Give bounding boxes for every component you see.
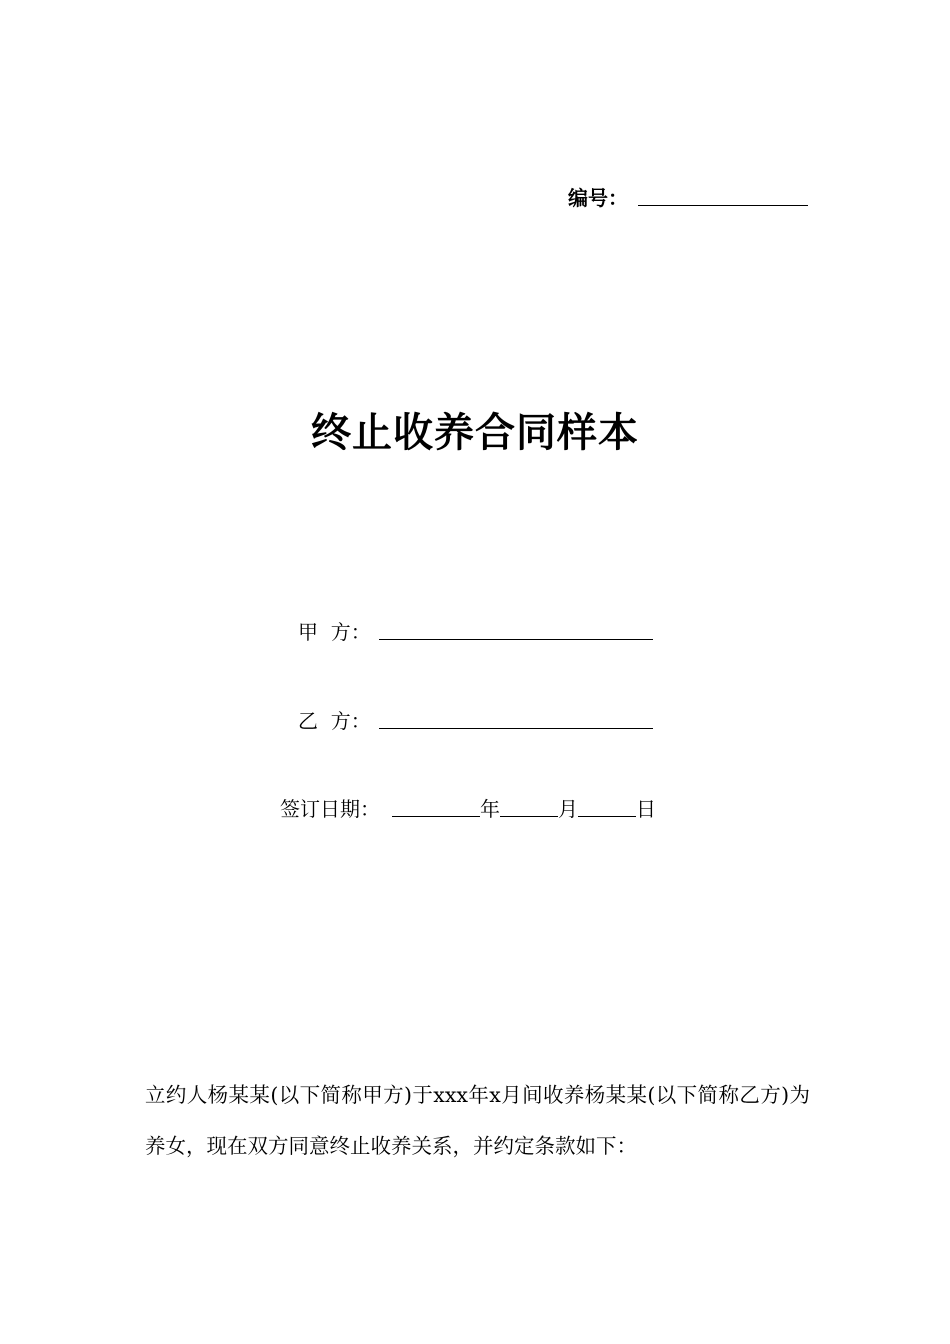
signing-date-label: 签订日期： xyxy=(280,797,380,821)
signing-day-label: 日 xyxy=(636,797,656,821)
signing-day-blank xyxy=(578,816,636,817)
body-paragraph: 立约人杨某某(以下简称甲方)于xxx年x月间收养杨某某(以下简称乙方)为养女，现在双方同意终止收养关系，并约定条款如下： xyxy=(145,1083,810,1158)
party-a-blank xyxy=(379,639,653,640)
serial-number-field xyxy=(568,188,808,208)
signing-month-blank xyxy=(500,816,558,817)
party-b-label: 乙 方： xyxy=(298,709,371,733)
serial-number-blank xyxy=(638,205,808,206)
party-a-label: 甲 方： xyxy=(298,620,371,644)
signing-date-field xyxy=(280,799,656,819)
party-a-field xyxy=(298,622,653,642)
party-b-field xyxy=(298,711,653,731)
document-title: 终止收养合同样本 xyxy=(311,410,639,456)
signing-month-label: 月 xyxy=(558,797,578,821)
contract-body xyxy=(145,1070,810,1172)
signing-year-blank xyxy=(392,816,480,817)
party-b-blank xyxy=(379,728,653,729)
serial-number-label: 编号： xyxy=(568,186,628,210)
signing-year-label: 年 xyxy=(480,797,500,821)
